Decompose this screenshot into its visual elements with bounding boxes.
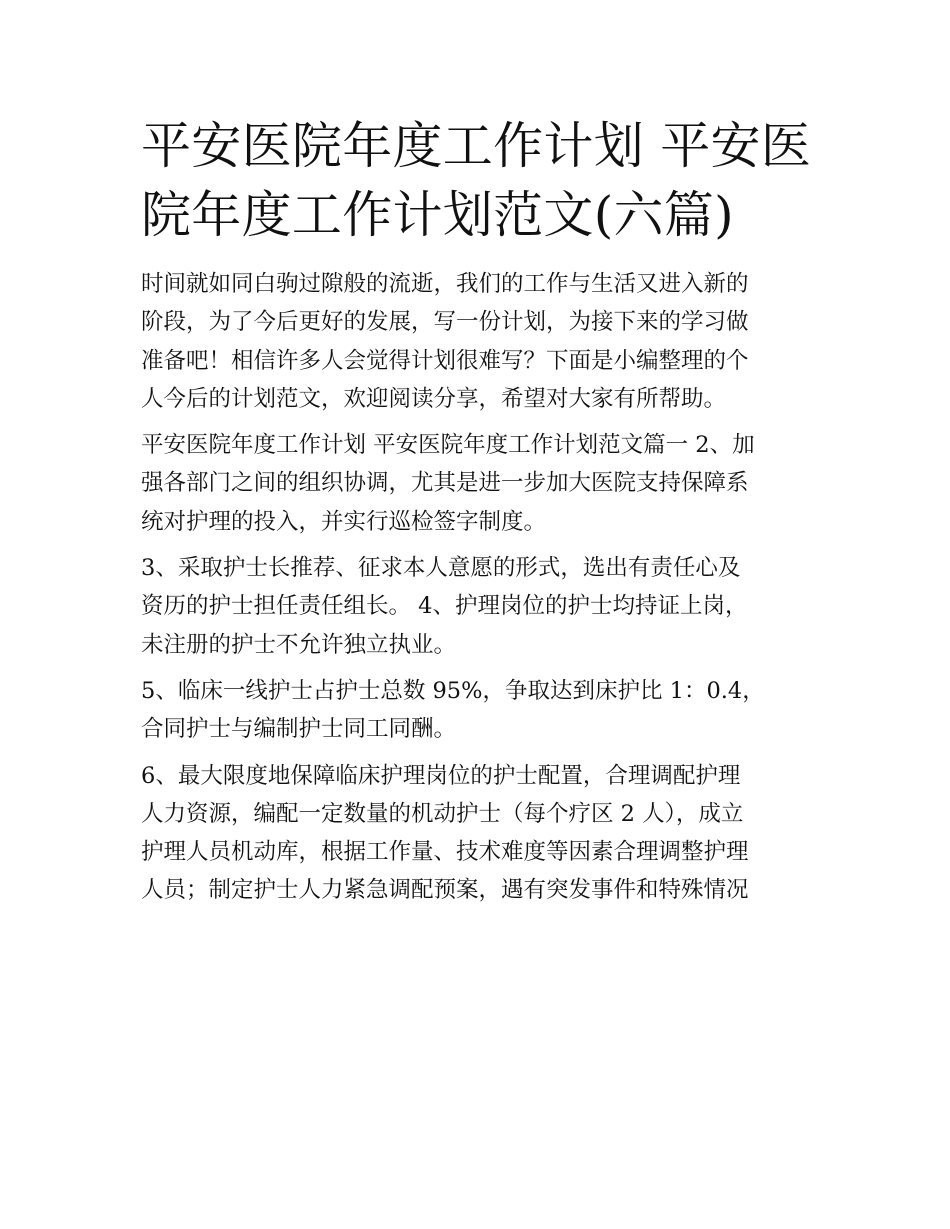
item-3-paragraph: [141, 549, 813, 664]
text-line: 资历的护士担任责任组长。 4、护理岗位的护士均持证上岗，: [141, 593, 748, 620]
text-line: 时间就如同白驹过隙般的流逝，我们的工作与生活又进入新的: [141, 271, 749, 297]
text-line: 人今后的计划范文，欢迎阅读分享，希望对大家有所帮助。: [141, 385, 727, 412]
text-line: 强各部门之间的组织协调，尤其是进一步加大医院支持保障系: [141, 470, 749, 497]
text-line: 统对护理的投入，并实行巡检签字制度。: [141, 508, 547, 535]
intro-paragraph: [141, 265, 813, 418]
text-line: 人员；制定护士人力紧急调配预案，遇有突发事件和特殊情况: [141, 877, 749, 904]
title-line: 平安医院年度工作计划 平安医: [141, 117, 812, 175]
text-line: 阶段，为了今后更好的发展，写一份计划，为接下来的学习做: [141, 309, 749, 336]
text-line: 合同护士与编制护士同工同酬。: [141, 716, 457, 743]
document-body: [141, 265, 813, 910]
text-line: 人力资源，编配一定数量的机动护士（每个疗区 2 人），成立: [141, 800, 744, 827]
text-line: 平安医院年度工作计划 平安医院年度工作计划范文篇一 2、加: [141, 432, 755, 459]
text-line: 护理人员机动库，根据工作量、技术难度等因素合理调整护理: [141, 839, 749, 866]
title-line: 院年度工作计划范文(六篇): [141, 186, 734, 244]
text-line: 准备吧！相信许多人会觉得计划很难写？下面是小编整理的个: [141, 347, 749, 374]
item-5-paragraph: [141, 672, 813, 749]
document-title: [141, 112, 813, 250]
text-line: 5、临床一线护士占护士总数 95%，争取达到床护比 1：0.4，: [141, 677, 765, 704]
section-one-paragraph: [141, 426, 813, 541]
text-line: 3、采取护士长推荐、征求本人意愿的形式，选出有责任心及: [141, 555, 741, 582]
text-line: 未注册的护士不允许独立执业。: [141, 631, 457, 658]
document-page: [141, 112, 813, 918]
item-6-paragraph: [141, 757, 813, 910]
text-line: 6、最大限度地保障临床护理岗位的护士配置，合理调配护理: [141, 762, 741, 789]
